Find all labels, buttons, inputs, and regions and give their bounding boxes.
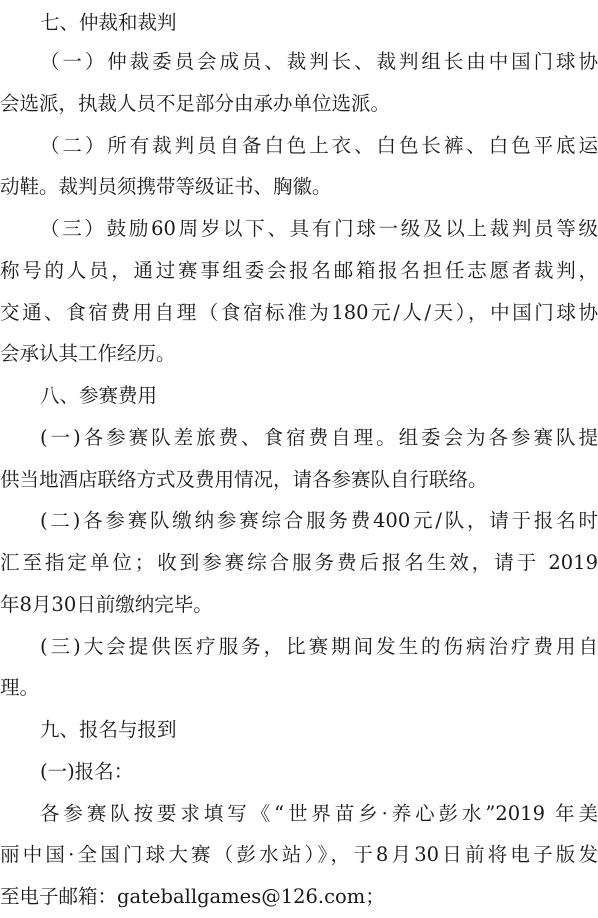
paragraph-line: 交通、食宿费用自理（食宿标准为180元/人/天），中国门球协 xyxy=(0,301,598,324)
paragraph-line: 供当地酒店联络方式及费用情况，请各参赛队自行联络。 xyxy=(0,468,488,491)
paragraph-line: (二)各参赛队缴纳参赛综合服务费400元/队，请于报名时 xyxy=(40,509,598,532)
paragraph-line: （二）所有裁判员自备白色上衣、白色长裤、白色平底运 xyxy=(40,134,598,157)
paragraph-line: （三）鼓励60周岁以下、具有门球一级及以上裁判员等级 xyxy=(40,217,598,240)
section-heading-fees: 八、参赛费用 xyxy=(40,384,158,407)
paragraph-line: 汇至指定单位；收到参赛综合服务费后报名生效，请于 2019 xyxy=(0,551,598,574)
paragraph-line: 动鞋。裁判员须携带等级证书、胸徽。 xyxy=(0,175,332,198)
section-heading-registration: 九、报名与报到 xyxy=(40,718,177,741)
paragraph-line: 年8月30日前缴纳完毕。 xyxy=(0,593,213,616)
paragraph-line: 会承认其工作经历。 xyxy=(0,342,176,365)
paragraph-line: (一)各参赛队差旅费、食宿费自理。组委会为各参赛队提 xyxy=(40,426,598,449)
paragraph-line: 会选派，执裁人员不足部分由承办单位选派。 xyxy=(0,92,391,115)
paragraph-line: 称号的人员，通过赛事组委会报名邮箱报名担任志愿者裁判， xyxy=(0,259,598,282)
paragraph-line: 理。 xyxy=(0,676,40,699)
subsection-heading-signup: (一)报名： xyxy=(40,760,134,783)
paragraph-line: 丽中国·全国门球大赛（彭水站）》，于8月30日前将电子版发 xyxy=(0,843,598,866)
email-line: 至电子邮箱：gateballgames@126.com； xyxy=(0,885,385,908)
paragraph-line: （一）仲裁委员会成员、裁判长、裁判组长由中国门球协 xyxy=(40,50,598,73)
paragraph-line: (三)大会提供医疗服务，比赛期间发生的伤病治疗费用自 xyxy=(40,635,598,658)
section-heading-arbitration: 七、仲裁和裁判 xyxy=(40,11,177,34)
paragraph-line: 各参赛队按要求填写《“世界苗乡·养心彭水”2019 年美 xyxy=(40,802,598,825)
